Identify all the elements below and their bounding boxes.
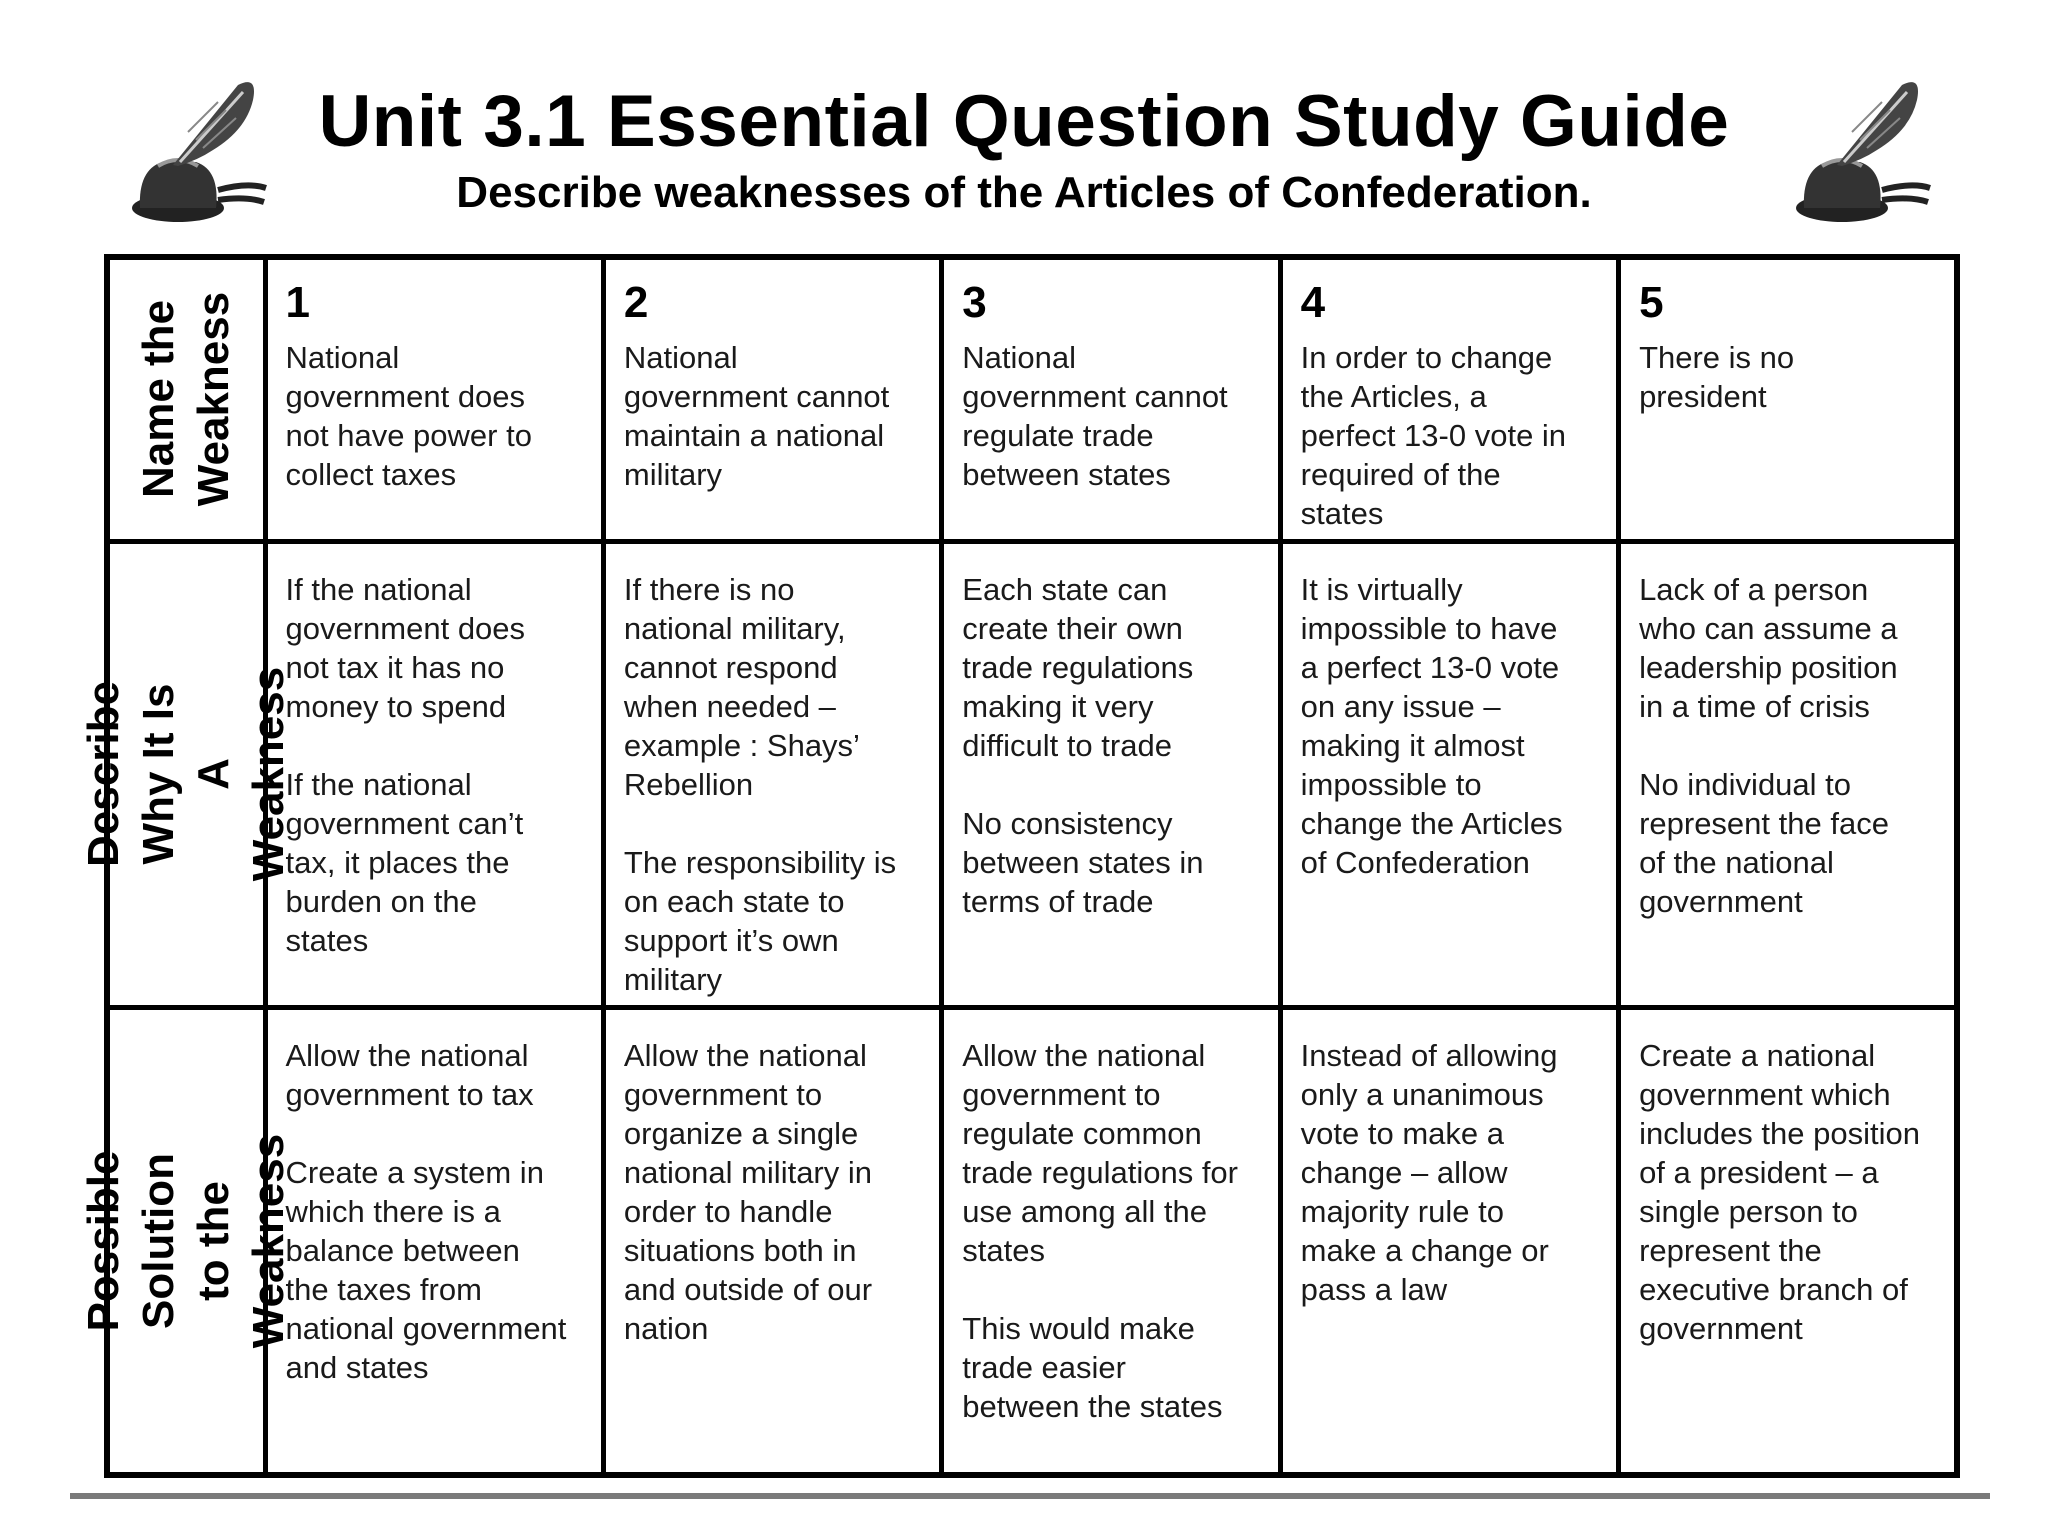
column-number: 4 [1300,278,1326,327]
row-header-name [107,257,265,541]
row-header-label: Possible Solution to the Weakness [79,1133,294,1348]
table-cell [265,257,603,541]
table-cell [603,1007,941,1475]
study-guide-table [79,254,1960,1478]
table-cell [1280,1007,1618,1475]
table-cell [942,541,1280,1007]
weakness-name: National government cannot maintain a national military [623,340,890,492]
weakness-name: National government does not have power to collect taxes [285,340,532,492]
table-cell [942,1007,1280,1475]
table-cell [942,257,1280,541]
weakness-explanation: It is virtually impossible to have a perfect 13-0 vote on any issue – making it almost impossible to change the Articles of Confederation [1300,571,1563,880]
column-number: 5 [1639,278,1664,327]
table-cell [1619,257,1957,541]
weakness-name: In order to change the Articles, a perfect 13-0 vote in required of the states [1300,340,1567,531]
column-number: 1 [285,278,310,327]
table-cell [265,541,603,1007]
row-header-solution [79,1007,294,1475]
table-cell [265,1007,603,1475]
weakness-name: National government cannot regulate trade between states [962,340,1228,492]
table-cell [603,541,941,1007]
table-cell [1619,1007,1957,1475]
row-header-why [79,541,294,1007]
weakness-solution: Instead of allowing only a unanimous vote to make a change – allow majority rule to make a change or pass a law [1300,1037,1558,1307]
page-header [0,70,2048,240]
table-cell [1280,257,1618,541]
weakness-name: There is no president [1639,340,1795,414]
weakness-explanation: Each state can create their own trade regulations making it very difficult to trade No consistency between states in terms of trade [962,571,1204,919]
weakness-explanation: If there is no national military, cannot respond when needed – example : Shays’ Rebellion The responsibility is on each state to support it’s own military [623,571,897,997]
table-cell [1280,541,1618,1007]
weakness-solution: Allow the national government to regulate common trade regulations for use among all the states This would make trade easier between the states [962,1037,1238,1424]
page-subtitle: Describe weaknesses of the Articles of Confederation. [456,168,1592,217]
column-number: 2 [623,278,649,327]
row-header-label: Describe Why It Is A Weakness [79,666,294,882]
table-row-why [107,541,1957,1007]
weakness-explanation: Lack of a person who can assume a leadership position in a time of crisis No individual to represent the face of the national government [1639,571,1898,919]
weakness-explanation: If the national government does not tax it has no money to spend If the national government can’t tax, it places the burden on the states [285,571,526,958]
quill-inkwell-icon [1782,70,1932,230]
weakness-solution: Allow the national government to organize a single national military in order to handle situations both in and outside of our nation [623,1037,873,1346]
row-header-label: Name the Weakness [134,292,239,507]
column-number: 3 [962,278,987,327]
table-cell [1619,541,1957,1007]
page-title: Unit 3.1 Essential Question Study Guide [318,81,1730,162]
weakness-solution: Create a national government which includes the position of a president – a single person to represent the executive branch of government [1639,1037,1920,1346]
weakness-solution: Allow the national government to tax Create a system in which there is a balance between the taxes from national government and states [285,1037,567,1385]
bottom-divider [70,1493,1990,1499]
table-row-name [107,257,1957,541]
table-cell [603,257,941,541]
table-row-solution [107,1007,1957,1475]
